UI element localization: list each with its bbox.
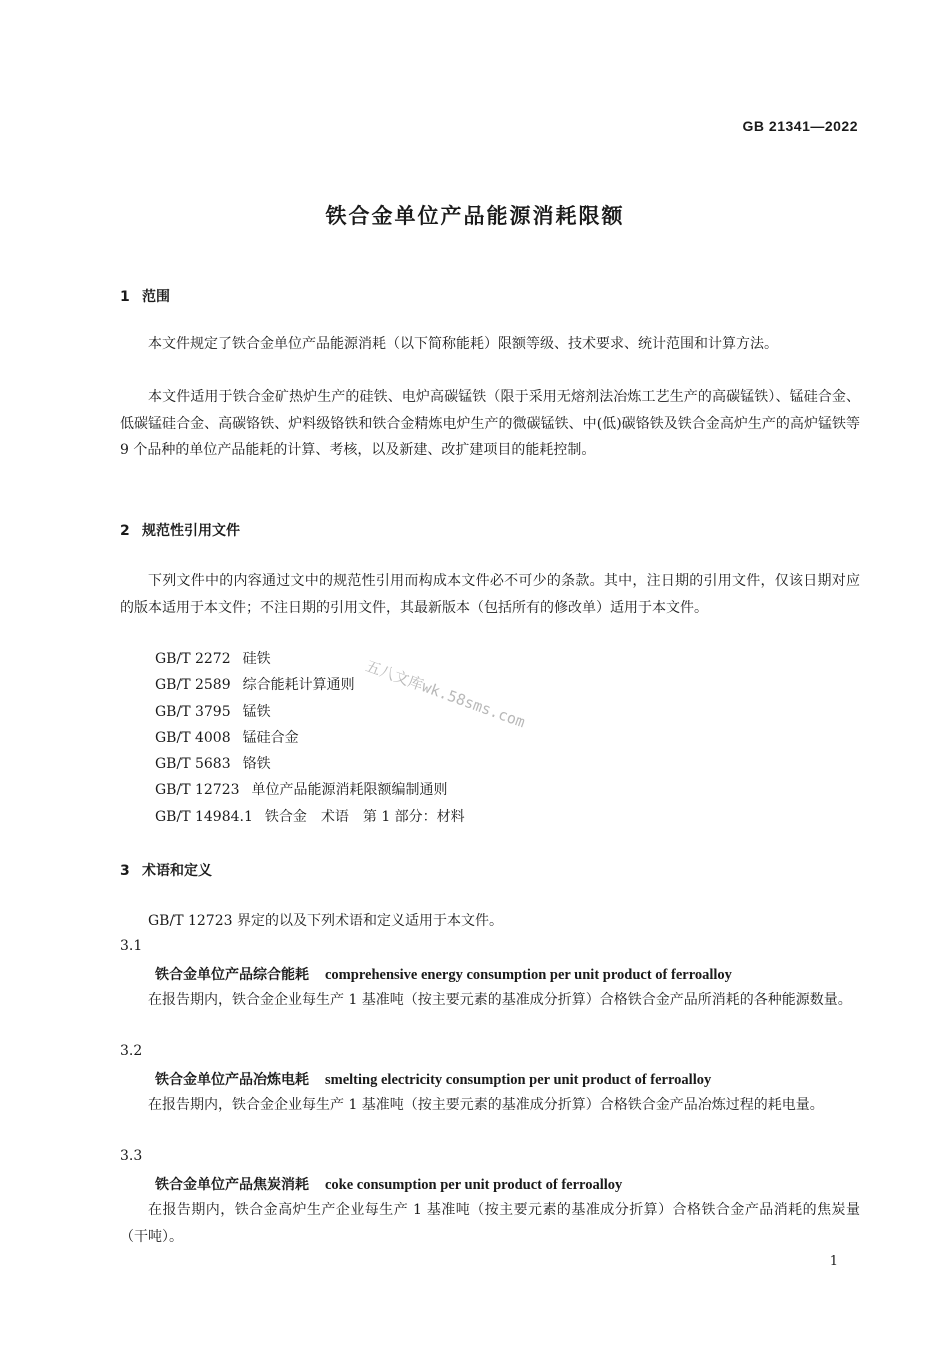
reference-name: 铬铁: [242, 756, 271, 773]
watermark: 五八文库wk.58sms.com: [363, 656, 528, 732]
reference-item: [155, 777, 465, 803]
section-3-heading: [120, 860, 212, 880]
section-2-heading: [120, 520, 240, 540]
term-english: coke consumption per unit product of ferroalloy: [325, 1177, 623, 1193]
reference-name: 单位产品能源消耗限额编制通则: [251, 782, 448, 799]
reference-code: GB/T 2272: [155, 651, 231, 667]
reference-item: [155, 646, 465, 672]
normative-references-paragraph: 下列文件中的内容通过文中的规范性引用而构成本文件必不可少的条款。其中，注日期的引用文件，仅该日期对应的版本适用于本文件；不注日期的引用文件，其最新版本（包括所有的修改单）适用于本文件。: [120, 573, 860, 616]
term-entry: [155, 1069, 711, 1089]
reference-item: [155, 751, 465, 777]
section-title: 范围: [142, 289, 170, 305]
reference-name: 综合能耗计算通则: [242, 677, 355, 694]
term-english: comprehensive energy consumption per unit product of ferroalloy: [325, 967, 732, 983]
reference-code: GB/T 2589: [155, 677, 231, 694]
reference-name: 锰硅合金: [242, 729, 299, 746]
clause-number: 3.3: [120, 1148, 143, 1164]
term-english: smelting electricity consumption per unit product of ferroalloy: [325, 1072, 712, 1088]
term-entry: [155, 1174, 622, 1194]
terms-intro-paragraph: GB/T 12723 界定的以及下列术语和定义适用于本文件。: [148, 913, 503, 929]
reference-name: 铁合金 术语 第 1 部分：材料: [264, 808, 465, 825]
document-title: 铁合金单位产品能源消耗限额: [325, 204, 625, 228]
section-number: 1: [120, 289, 130, 305]
term-chinese: 铁合金单位产品焦炭消耗: [155, 1177, 309, 1193]
term-chinese: 铁合金单位产品冶炼电耗: [155, 1072, 309, 1088]
reference-code: GB/T 12723: [155, 782, 240, 799]
reference-name: 硅铁: [242, 651, 271, 667]
section-number: 3: [120, 863, 130, 879]
reference-code: GB/T 4008: [155, 729, 231, 746]
section-title: 术语和定义: [142, 863, 212, 879]
standard-code: GB 21341—2022: [742, 118, 858, 134]
term-definition: 在报告期内，铁合金高炉生产企业每生产 1 基准吨（按主要元素的基准成分折算）合格铁合金产品消耗的焦炭量（干吨）。: [120, 1202, 860, 1245]
reference-code: GB/T 14984.1: [155, 808, 253, 825]
clause-number: 3.1: [120, 938, 143, 954]
clause-number: 3.2: [120, 1043, 143, 1059]
term-entry: [155, 964, 732, 984]
page-number: 1: [829, 1254, 838, 1269]
section-number: 2: [120, 523, 130, 539]
reference-code: GB/T 3795: [155, 703, 231, 720]
scope-paragraph-1: 本文件规定了铁合金单位产品能源消耗（以下简称能耗）限额等级、技术要求、统计范围和计算方法。: [148, 336, 778, 352]
scope-paragraph-2: 本文件适用于铁合金矿热炉生产的硅铁、电炉高碳锰铁（限于采用无熔剂法冶炼工艺生产的高碳锰铁）、锰硅合金、低碳锰硅合金、高碳铬铁、炉料级铬铁和铁合金精炼电炉生产的微碳锰铁、中(低)碳铬铁及铁合金高炉生产的高炉锰铁等 9 个品种的单位产品能耗的计算、考核，以及新建、改扩建项目的能耗控制。: [120, 389, 860, 458]
term-definition: 在报告期内，铁合金企业每生产 1 基准吨（按主要元素的基准成分折算）合格铁合金产品所消耗的各种能源数量。: [148, 992, 852, 1008]
reference-code: GB/T 5683: [155, 756, 231, 773]
section-1-heading: [120, 286, 170, 306]
reference-item: [155, 804, 465, 830]
section-title: 规范性引用文件: [142, 523, 240, 539]
term-definition: 在报告期内，铁合金企业每生产 1 基准吨（按主要元素的基准成分折算）合格铁合金产品冶炼过程的耗电量。: [148, 1097, 824, 1113]
reference-item: [155, 725, 465, 751]
reference-name: 锰铁: [242, 703, 271, 720]
term-chinese: 铁合金单位产品综合能耗: [155, 967, 309, 983]
reference-item: [155, 699, 465, 725]
